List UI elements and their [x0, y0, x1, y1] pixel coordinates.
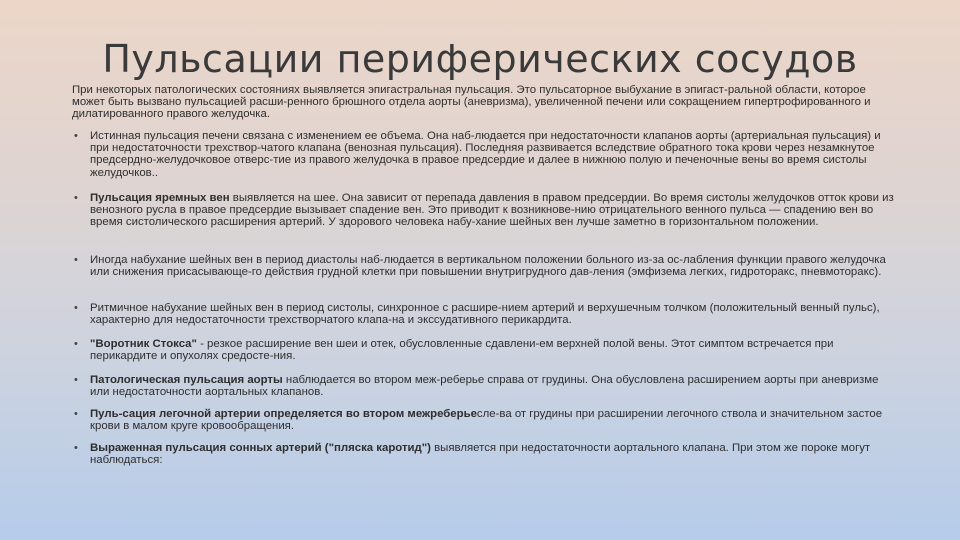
item-text: выявляется при недостаточности аортального клапана. При этом же пороке могут наблюдаться:	[90, 442, 871, 467]
list-item	[72, 192, 896, 229]
slide-title: Пульсации периферических сосудов	[102, 37, 858, 81]
list-item	[72, 338, 896, 362]
bullet-icon: •	[74, 338, 78, 350]
list-item	[72, 408, 896, 432]
intro-paragraph: При некоторых патологических состояниях выявляется эпигастральная пульсация. Это пульсаторное выбухание в эпигаст-ральной области, которое может быть вызвано пульсацией расши-ренного брюшного отдела аорты (аневризма), увеличенной печени или сокращением гипертрофированного и дилатированного правого желудочка.	[72, 84, 871, 121]
item-text: наблюдается во втором меж-реберье справа от грудины. Она обусловлена расширением аорты при аневризме или недостаточности аортальных клапанов.	[90, 374, 879, 399]
item-bold-text: Патологическая пульсация аорты	[90, 374, 283, 386]
list-item	[72, 442, 896, 466]
item-bold-text: Пульсация яремных вен	[90, 192, 230, 204]
list-item	[72, 254, 896, 278]
bullet-icon: •	[74, 192, 78, 204]
item-text: - резкое расширение вен шеи и отек, обусловленные сдавлени-ем верхней полой вены. Этот симптом встречается при перикардите и опухолях средосте-ния.	[90, 338, 834, 363]
item-text: выявляется на шее. Она зависит от перепада давления в правом предсердии. Во время систолы желудочков отток крови из венозного русла в правое предсердие вызывает спадение вен. Это приводит к возникнове-нию отрицательного венного пульса — спадению вен во время систолического расширения артерий. У здорового человека набу-хание шейных вен лучше заметно в горизонтальном положении.	[90, 192, 894, 229]
list-item	[72, 302, 896, 326]
item-bold-text: Выраженная пульсация сонных артерий ("пляска каротид")	[90, 442, 431, 454]
item-text: сле-ва от грудины при расширении легочного ствола и значительном застое крови в малом круге кровообращения.	[90, 408, 883, 433]
bullet-icon: •	[74, 130, 78, 142]
bullet-icon: •	[74, 374, 78, 386]
list-item	[72, 130, 896, 179]
bullet-icon: •	[74, 254, 78, 266]
item-text: Истинная пульсация печени связана с изменением ее объема. Она наб-людается при недостаточности клапанов аорты (артериальная пульсация) и при недостаточности трехствор-чатого клапана (венозная пульсация). Последняя развивается вследствие обратного тока крови через незамкнутое предсердно-желудочковое отверс-тие из правого желудочка в правое предсердие и далее в нижнюю полую и печеночные вены во время систолы желудочков..	[90, 130, 881, 179]
item-bold-text: Пуль-сация легочной артерии определяется во втором межреберье	[90, 408, 477, 420]
item-text: Ритмичное набухание шейных вен в период систолы, синхронное с расшире-нием артерий и верхушечным толчком (положительный венный пульс), характерно для недостаточности трехстворчатого клапа-на и экссудативного перикардита.	[90, 302, 880, 327]
list-item	[72, 374, 896, 398]
bullet-icon: •	[74, 408, 78, 420]
item-text: Иногда набухание шейных вен в период диастолы наб-людается в вертикальном положении больного из-за ос-лабления функции правого желудочка или снижения присасывающе-го действия грудной клетки при повышении внутригрудного дав-ления (эмфизема легких, гидроторакс, пневмоторакс).	[90, 254, 886, 279]
item-bold-text: "Воротник Стокса"	[90, 338, 197, 350]
bullet-icon: •	[74, 442, 78, 454]
bullet-icon: •	[74, 302, 78, 314]
